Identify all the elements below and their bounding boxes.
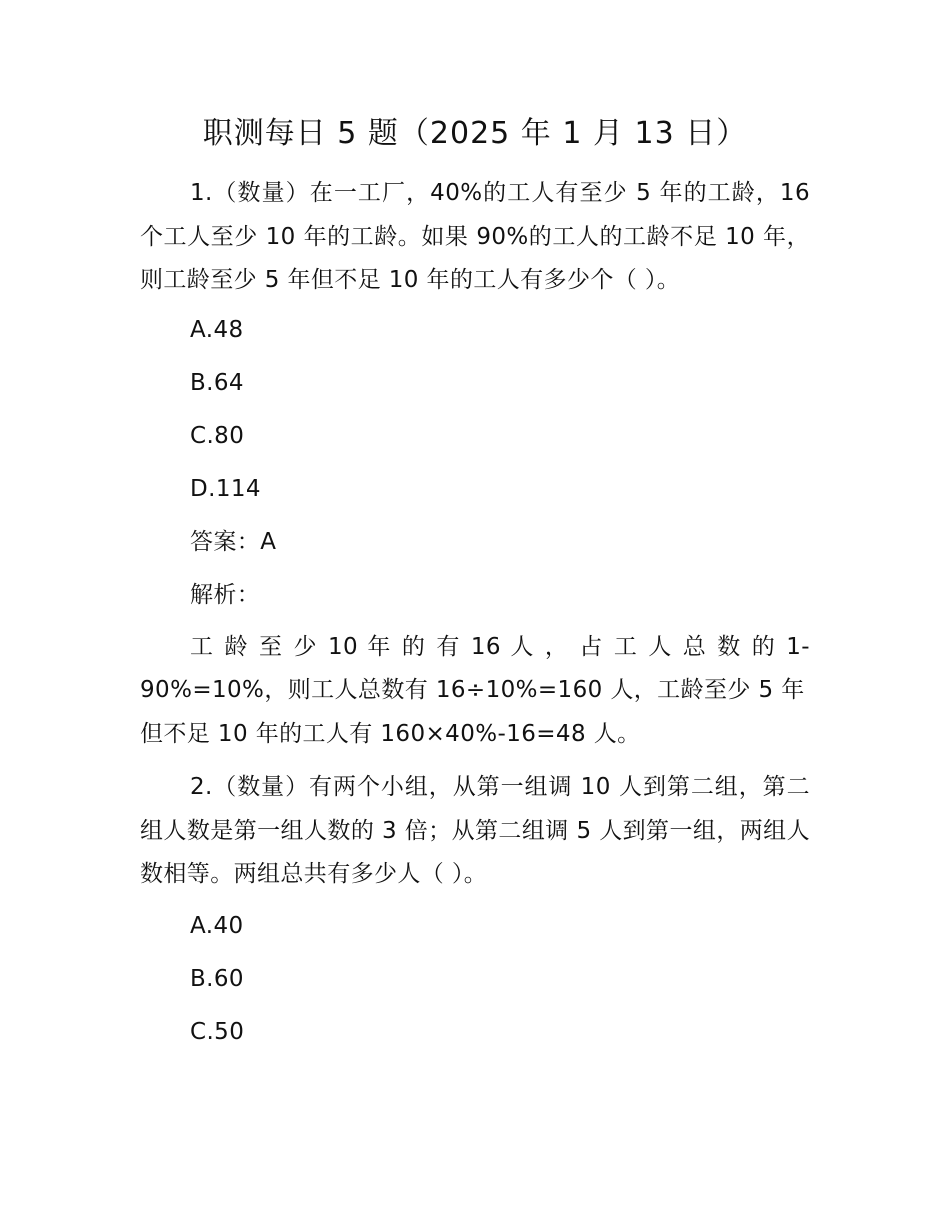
- page-title: 职测每日 5 题（2025 年 1 月 13 日）: [202, 116, 748, 151]
- question-1-analysis-body: 90%=10%，则工人总数有 16÷10%=160 人，工龄至少 5 年但不足 10 年的工人有 160×40%-16=48 人。: [140, 677, 805, 747]
- question-1-option-d: D.114: [190, 476, 261, 502]
- question-1-analysis-line1: 工 龄 至 少 10 年 的 有 16 人 ， 占 工 人 总 数 的 1-: [190, 634, 811, 660]
- question-1-option-a: A.48: [190, 317, 244, 343]
- question-1-option-c: C.80: [190, 423, 245, 449]
- question-2-option-a: A.40: [190, 913, 244, 939]
- question-1-answer: 答案：A: [190, 529, 277, 555]
- question-1-analysis-label: 解析：: [190, 582, 261, 608]
- question-2-option-c: C.50: [190, 1019, 245, 1045]
- question-1-option-b: B.64: [190, 370, 244, 396]
- question-2-stem: 2.（数量）有两个小组，从第一组调 10 人到第二组，第二组人数是第一组人数的 3 倍；从第二组调 5 人到第一组，两组人数相等。两组总共有多少人（ ）。: [140, 774, 810, 887]
- question-2-option-b: B.60: [190, 966, 244, 992]
- question-1-stem: 1.（数量）在一工厂，40%的工人有至少 5 年的工龄，16 个工人至少 10 年的工龄。如果 90%的工人的工龄不足 10 年，则工龄至少 5 年但不足 10 年的工人有多少个（ ）。: [140, 180, 810, 293]
